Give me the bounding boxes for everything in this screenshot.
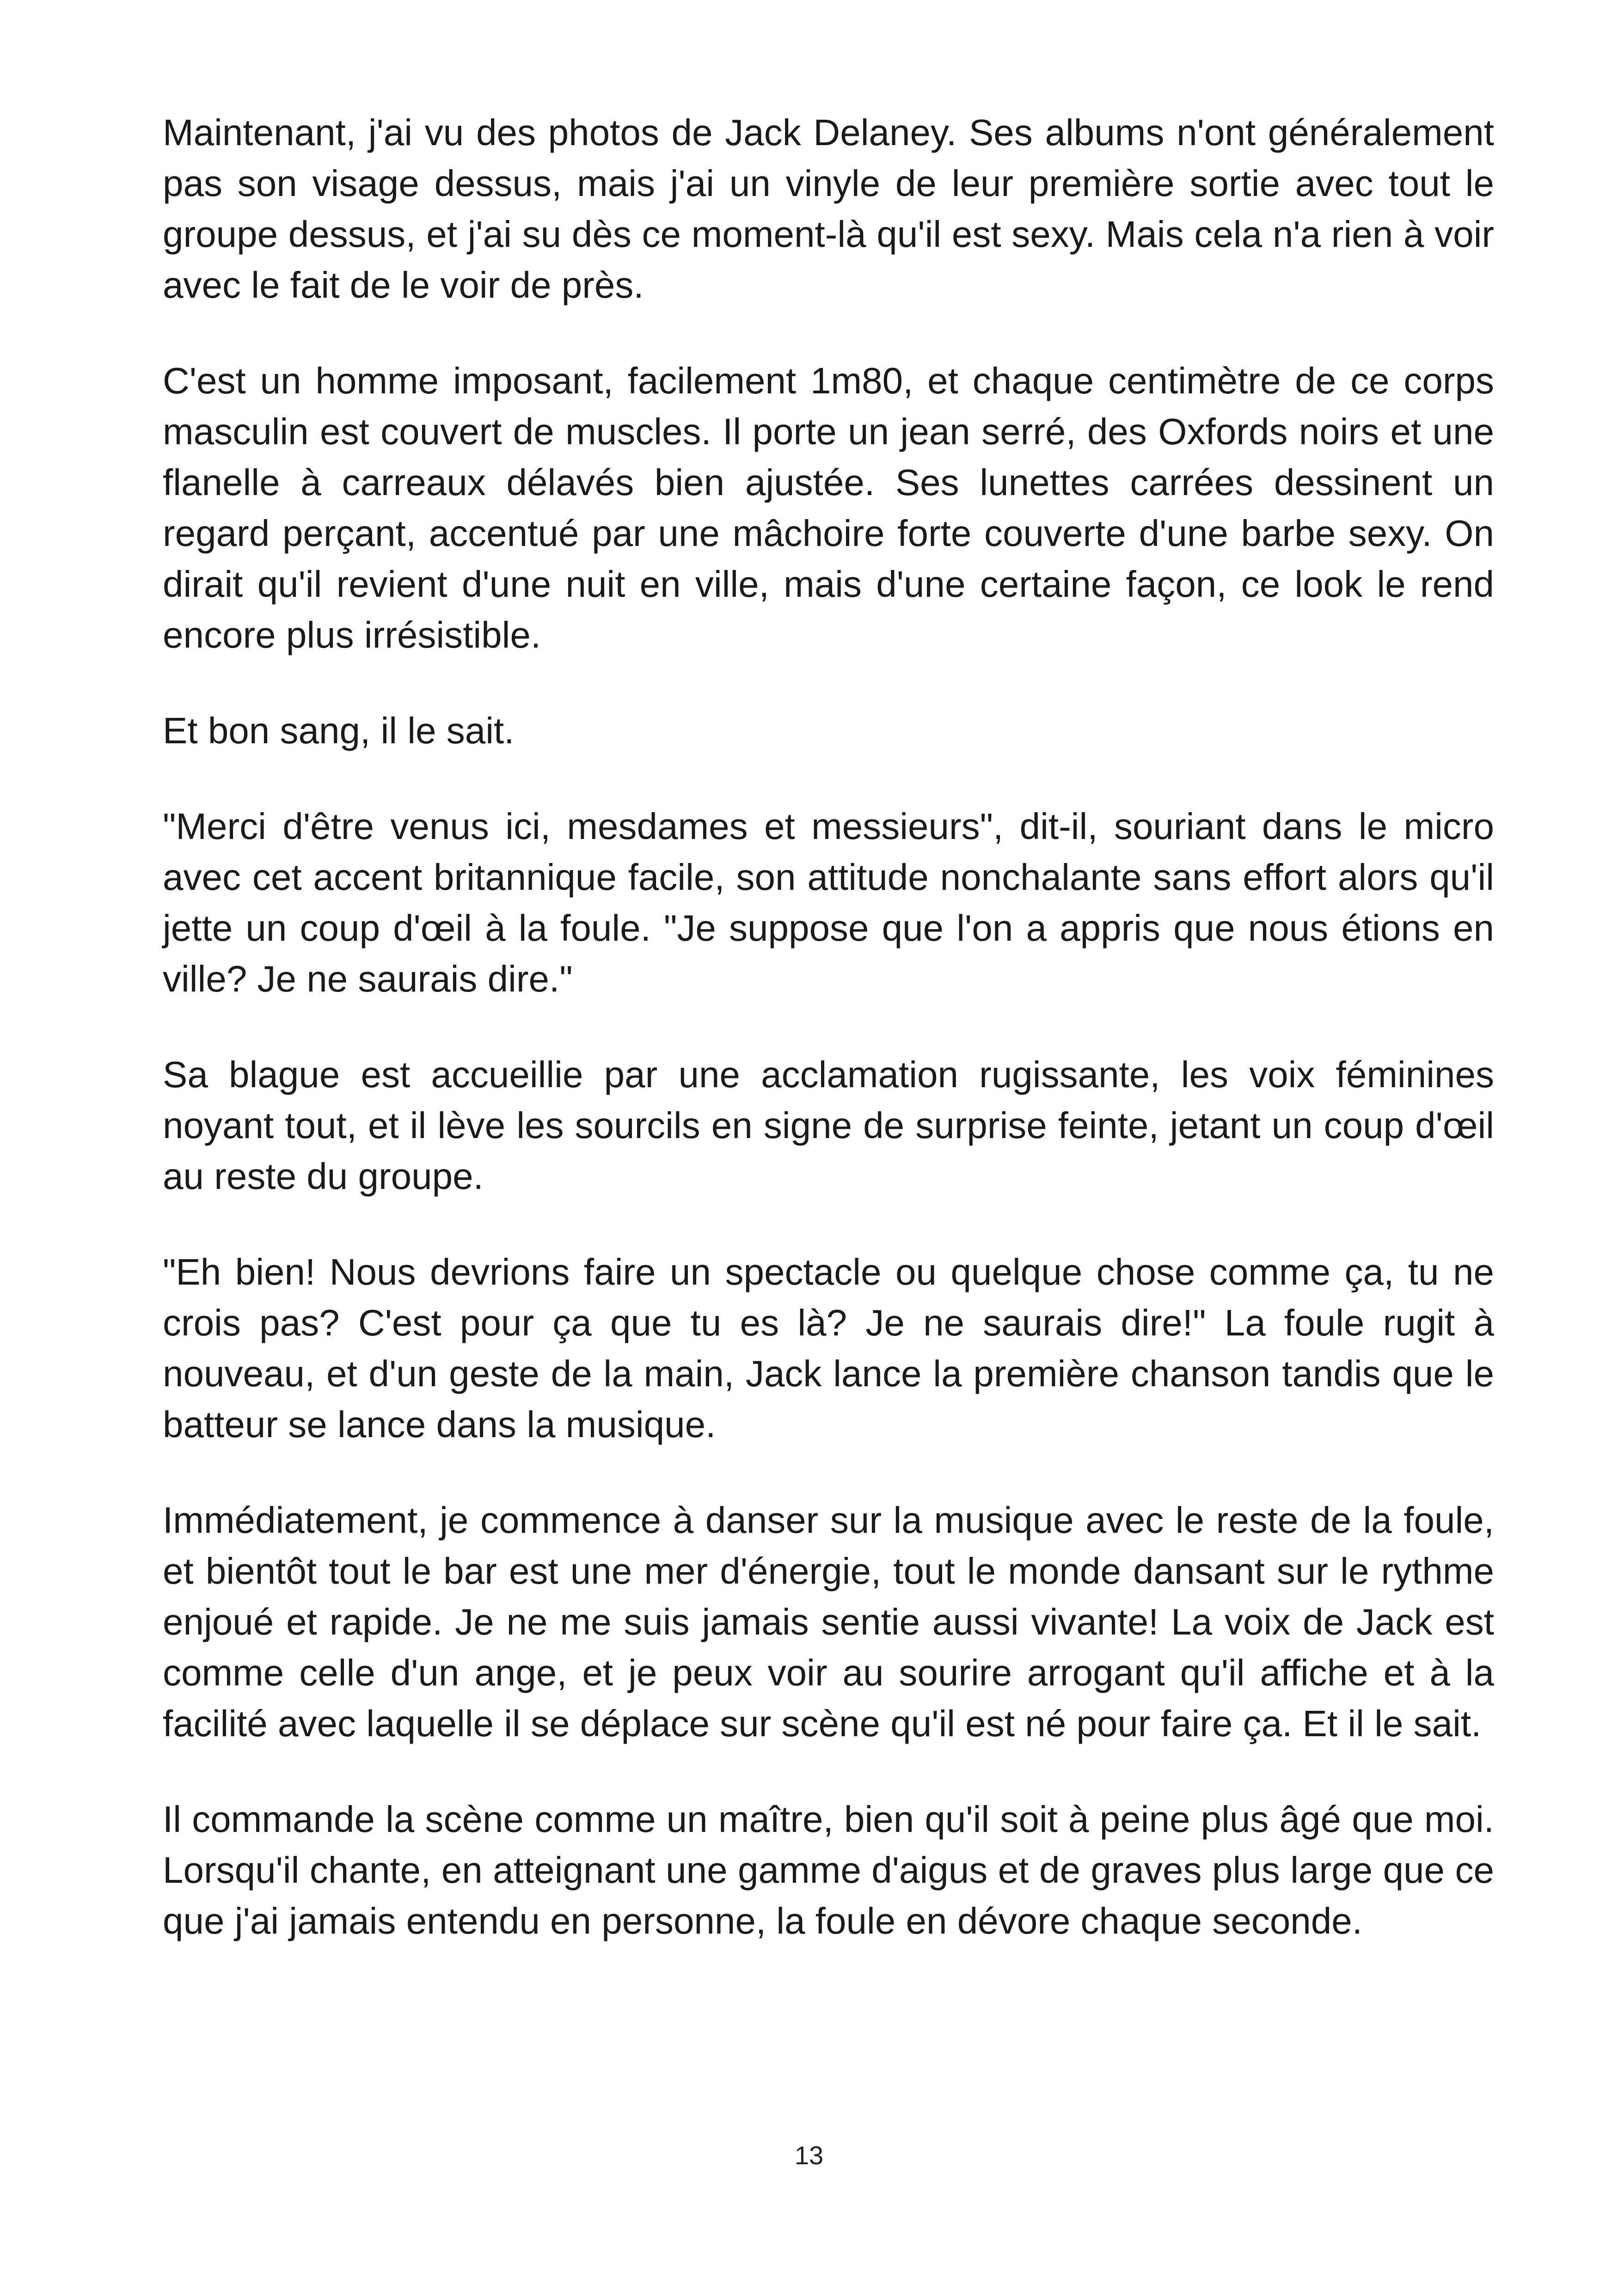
paragraph-7: Immédiatement, je commence à danser sur la musique avec le reste de la foule, et bientôt tout le bar est une mer d'énergie, tout le monde dansant sur le rythme enjoué et rapide. Je ne me suis jamais sentie aussi vivante! La voix de Jack est comme celle d'un ange, et je peux voir au sourire arrogant qu'il affiche et à la facilité avec laquelle il se déplace sur scène qu'il est né pour faire ça. Et il le sait. — [163, 1500, 1494, 1744]
paragraph-5: Sa blague est accueillie par une acclamation rugissante, les voix féminines noyant tout, et il lève les sourcils en signe de surprise feinte, jetant un coup d'œil au reste du groupe. — [163, 1054, 1494, 1197]
paragraph-3: Et bon sang, il le sait. — [163, 710, 515, 751]
paragraph-6: "Eh bien! Nous devrions faire un spectacle ou quelque chose comme ça, tu ne crois pas? C'est pour ça que tu es là? Je ne saurais dire!" La foule rugit à nouveau, et d'un geste de la main, Jack lance la première chanson tandis que le batteur se lance dans la musique. — [163, 1251, 1494, 1445]
paragraph-8: Il commande la scène comme un maître, bien qu'il soit à peine plus âgé que moi. Lorsqu'il chante, en atteignant une gamme d'aigus et de graves plus large que ce que j'ai jamais entendu en personne, la foule en dévore chaque seconde. — [163, 1799, 1494, 1941]
body-text — [163, 107, 1494, 1991]
paragraph-1: Maintenant, j'ai vu des photos de Jack Delaney. Ses albums n'ont généralement pas son visage dessus, mais j'ai un vinyle de leur première sortie avec tout le groupe dessus, et j'ai su dès ce moment-là qu'il est sexy. Mais cela n'a rien à voir avec le fait de le voir de près. — [163, 112, 1494, 306]
paragraph-4: "Merci d'être venus ici, mesdames et messieurs", dit-il, souriant dans le micro avec cet accent britannique facile, son attitude nonchalante sans effort alors qu'il jette un coup d'œil à la foule. "Je suppose que l'on a appris que nous étions en ville? Je ne saurais dire." — [163, 806, 1494, 999]
paragraph-2: C'est un homme imposant, facilement 1m80, et chaque centimètre de ce corps masculin est couvert de muscles. Il porte un jean serré, des Oxfords noirs et une flanelle à carreaux délavés bien ajustée. Ses lunettes carrées dessinent un regard perçant, accentué par une mâchoire forte couverte d'une barbe sexy. On dirait qu'il revient d'une nuit en ville, mais d'une certaine façon, ce look le rend encore plus irrésistible. — [163, 360, 1494, 655]
page-number: 13 — [794, 2141, 824, 2170]
